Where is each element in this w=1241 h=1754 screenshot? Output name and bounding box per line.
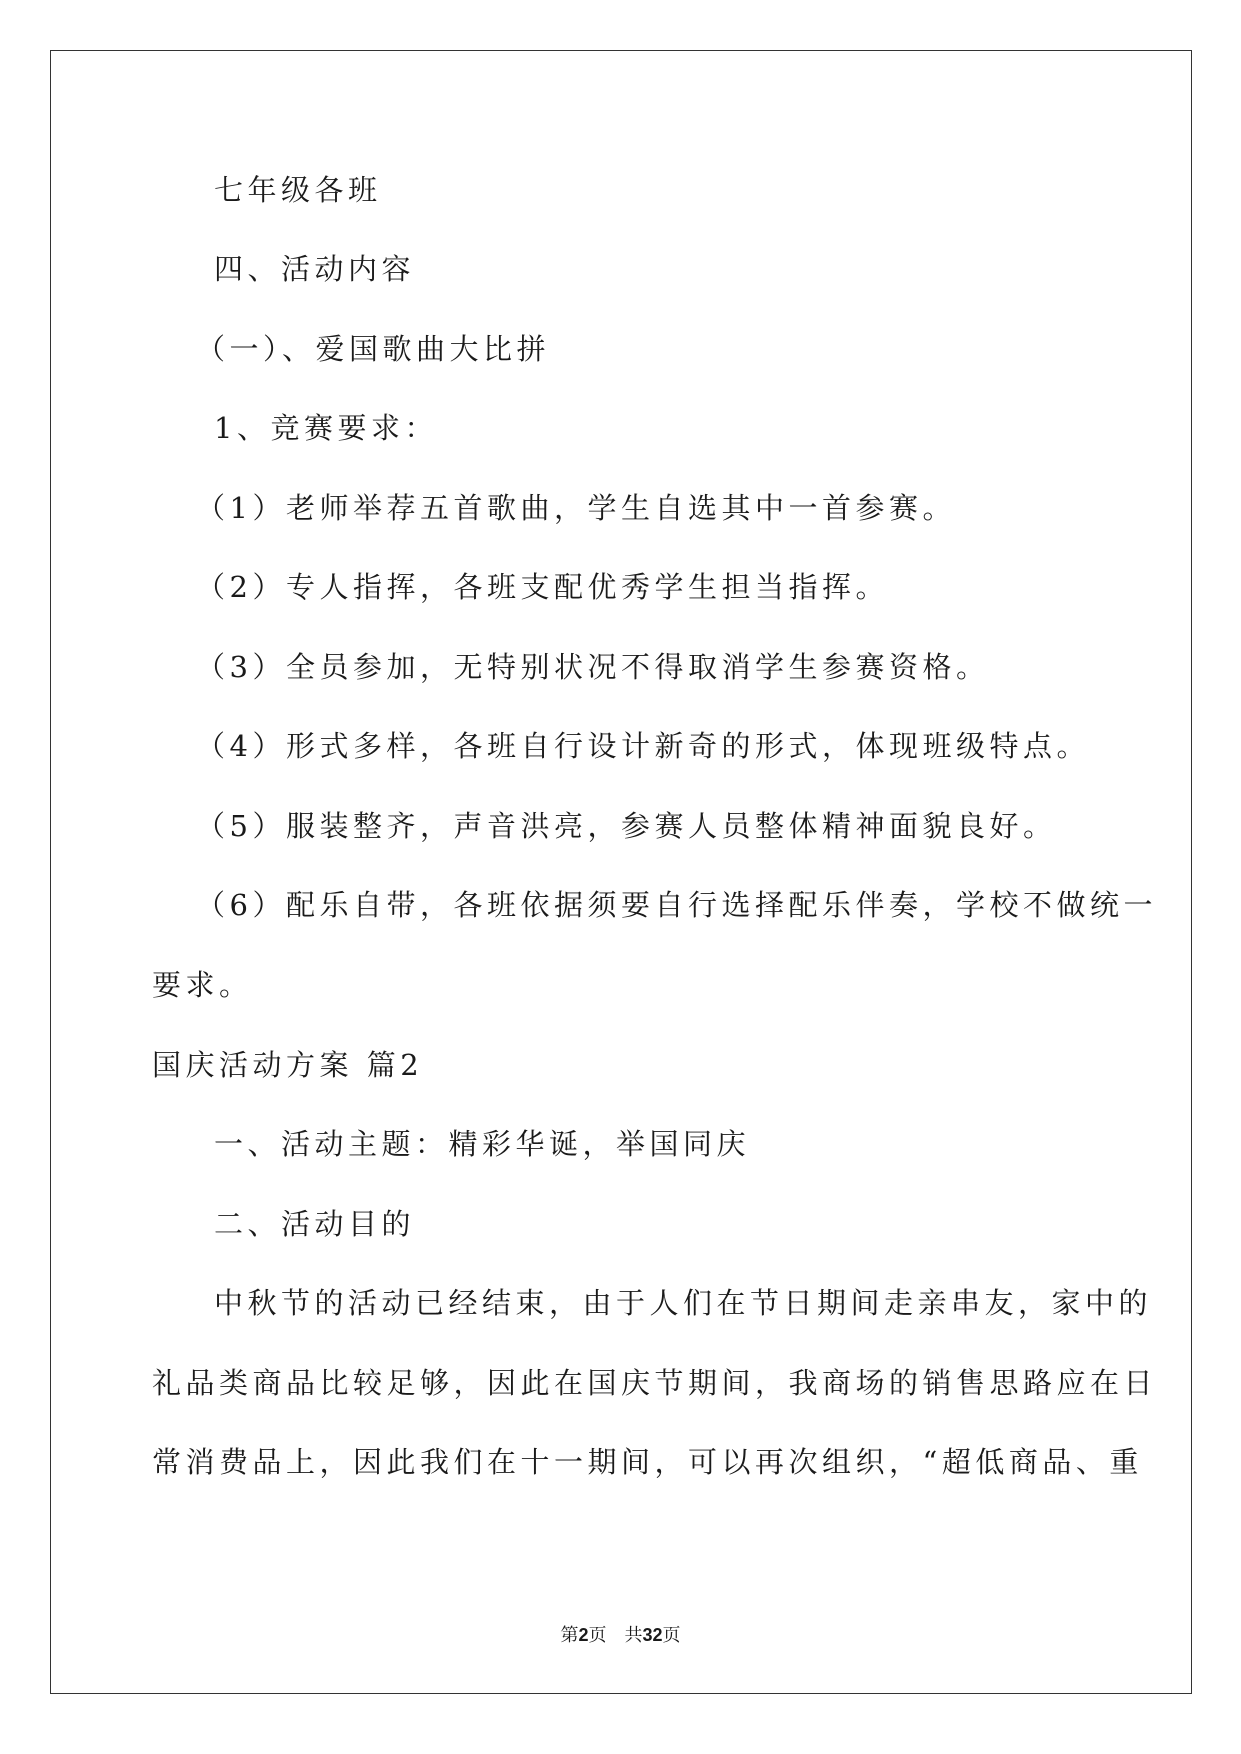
- footer-prefix: 第: [560, 1625, 579, 1646]
- requirement-item-2: （2）专人指挥，各班支配优秀学生担当指挥。: [196, 570, 889, 604]
- heading-requirements: 1、竞赛要求：: [214, 411, 438, 445]
- heading-activity-theme: 一、活动主题：精彩华诞，举国同庆: [214, 1127, 751, 1161]
- requirement-item-1: （1）老师举荐五首歌曲，学生自选其中一首参赛。: [196, 491, 956, 525]
- heading-activity-purpose: 二、活动目的: [214, 1207, 416, 1241]
- heading-activity-content: 四、活动内容: [214, 252, 416, 286]
- text-line-class-list: 七年级各班: [214, 173, 382, 207]
- footer-mid: 页 共: [588, 1625, 643, 1646]
- paragraph-line-2: 礼品类商品比较足够，因此在国庆节期间，我商场的销售思路应在日: [152, 1366, 1158, 1400]
- paragraph-line-3: 常消费品上，因此我们在十一期间，可以再次组织，“超低商品、重: [152, 1445, 1143, 1479]
- paragraph-line-1: 中秋节的活动已经结束，由于人们在节日期间走亲串友，家中的: [214, 1286, 1153, 1320]
- page-footer: [0, 1623, 1241, 1648]
- footer-total-pages: 32: [642, 1625, 663, 1645]
- requirement-item-6-continued: 要求。: [152, 968, 253, 1002]
- section-title-plan-2: 国庆活动方案 篇2: [152, 1048, 424, 1082]
- requirement-item-6: （6）配乐自带，各班依据须要自行选择配乐伴奏，学校不做统一: [196, 888, 1157, 922]
- requirement-item-5: （5）服装整齐，声音洪亮，参赛人员整体精神面貌良好。: [196, 809, 1057, 843]
- heading-song-contest: （一）、爱国歌曲大比拼: [196, 332, 551, 366]
- requirement-item-4: （4）形式多样，各班自行设计新奇的形式，体现班级特点。: [196, 729, 1090, 763]
- footer-page-number: 2: [578, 1625, 589, 1645]
- requirement-item-3: （3）全员参加，无特别状况不得取消学生参赛资格。: [196, 650, 990, 684]
- footer-suffix: 页: [662, 1625, 681, 1646]
